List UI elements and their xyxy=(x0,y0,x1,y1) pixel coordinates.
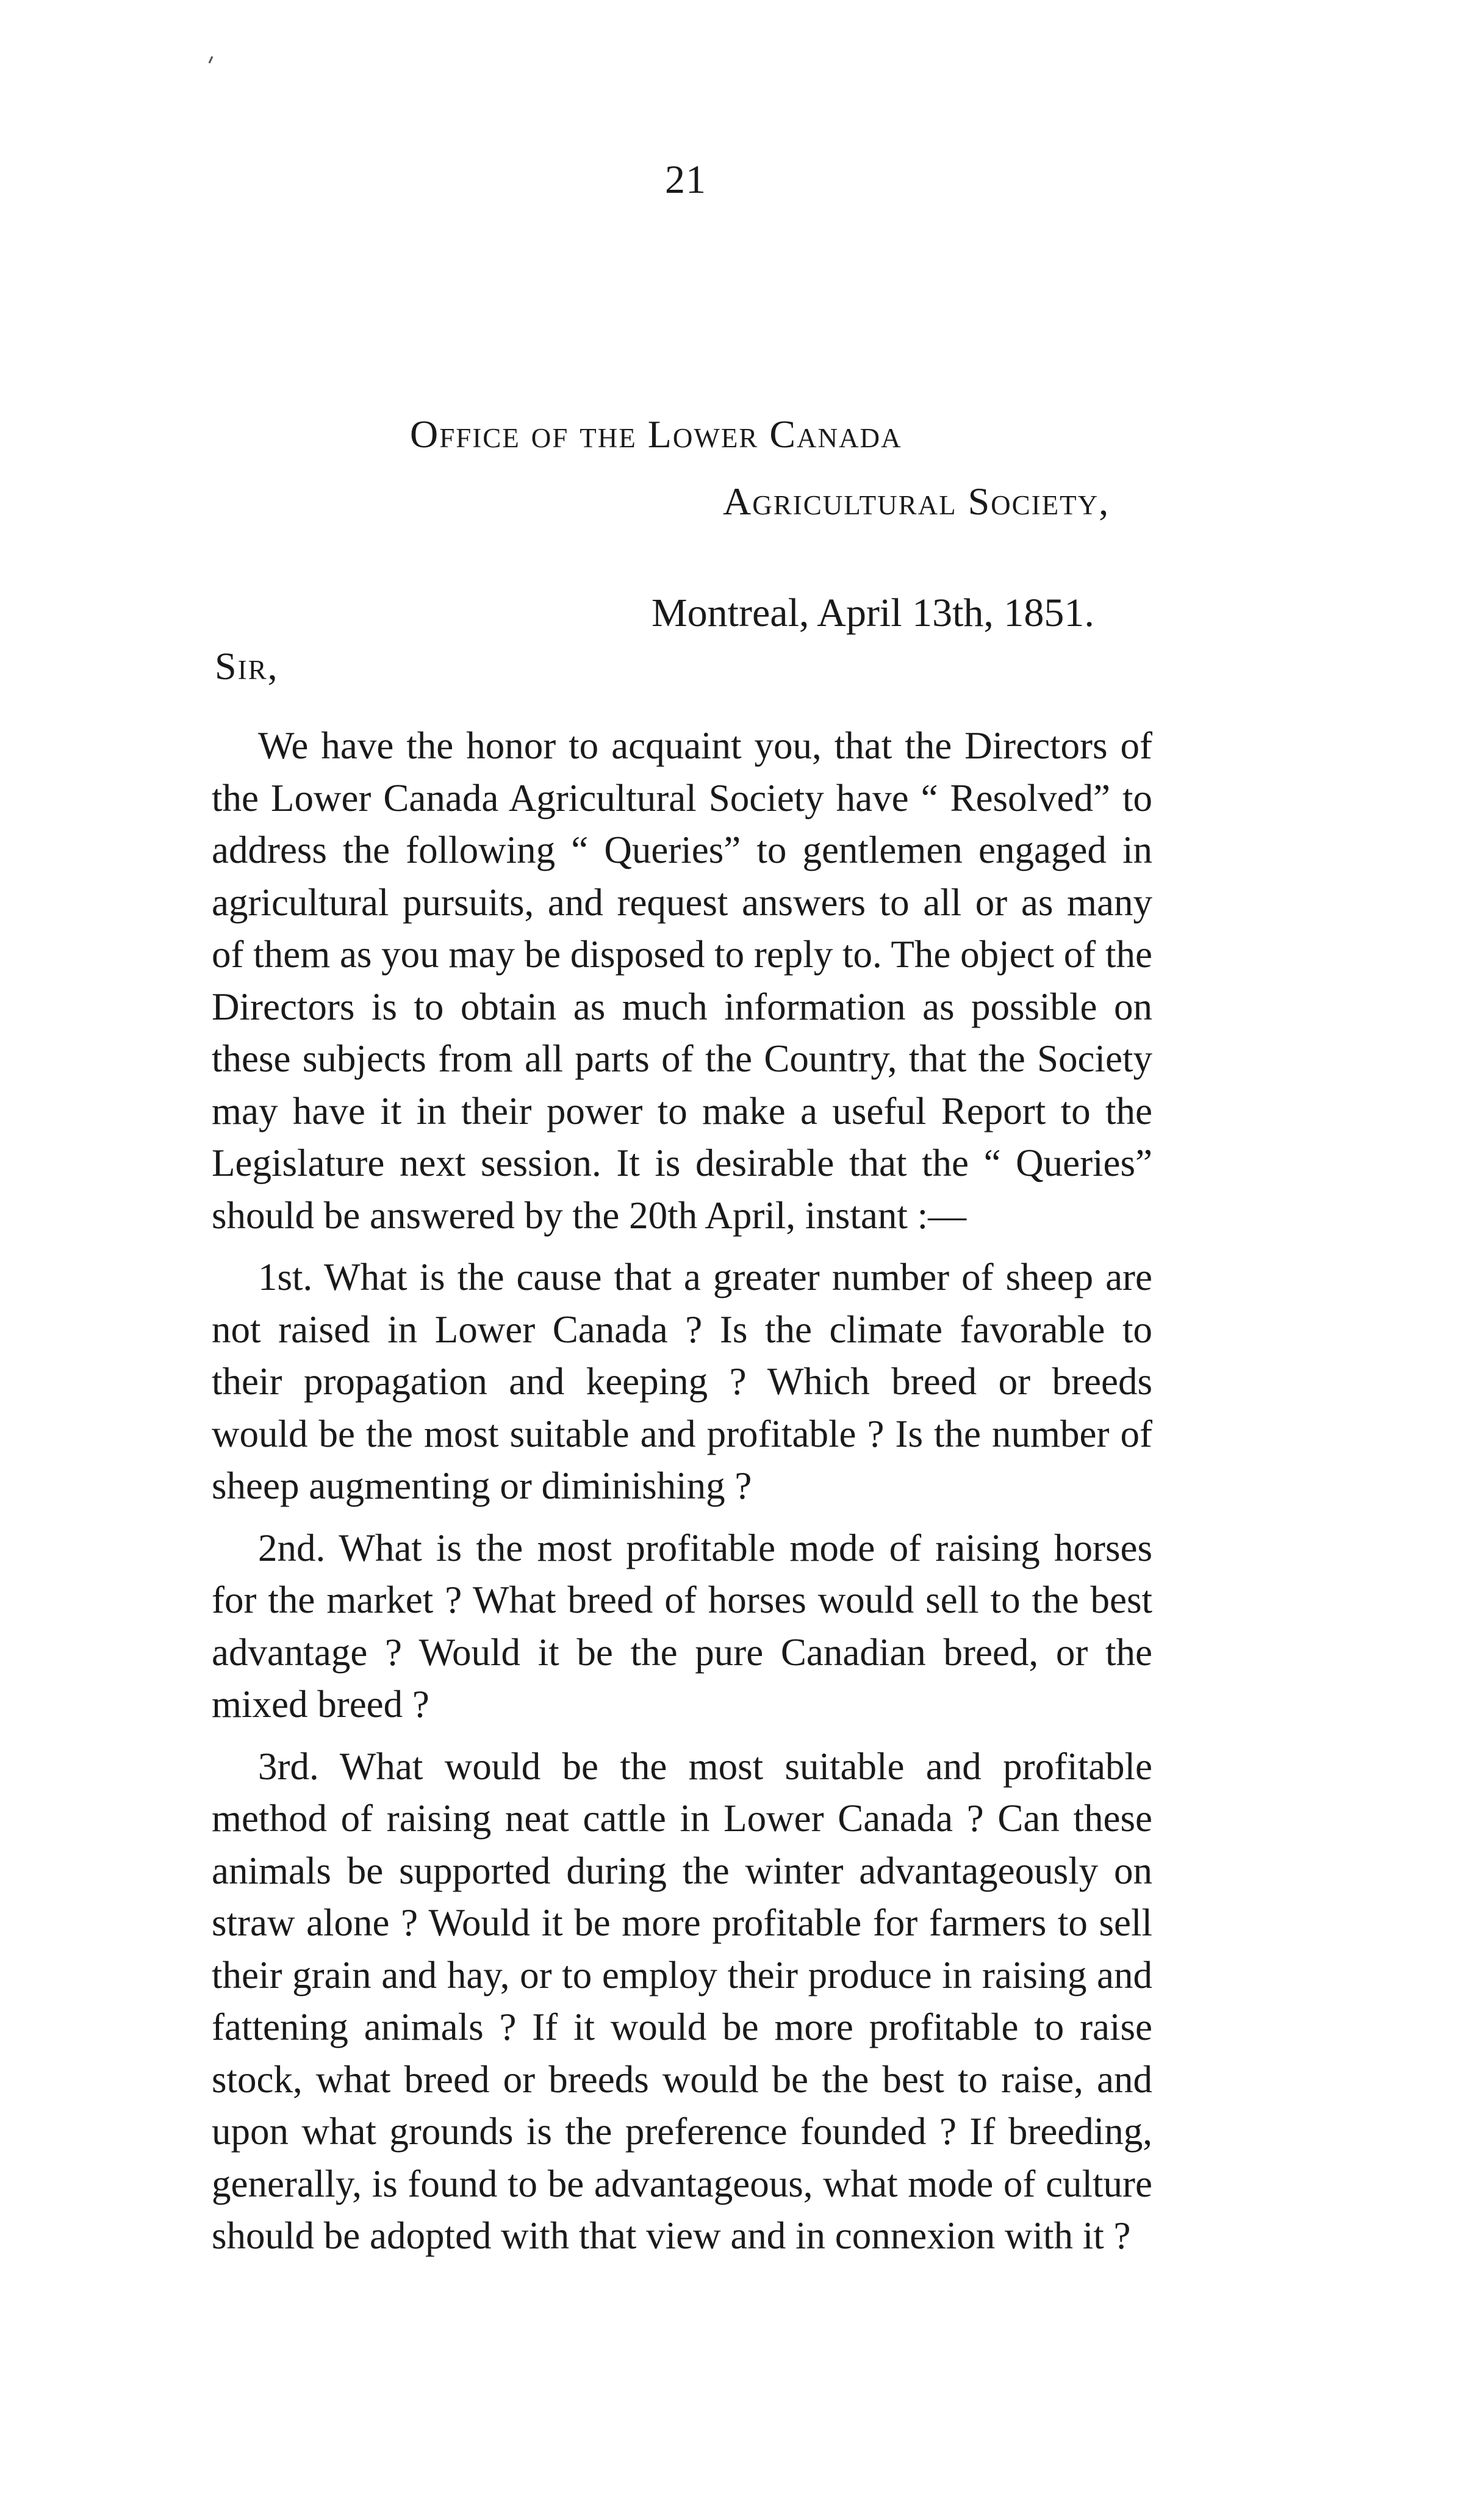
paragraph-query-1: 1st. What is the cause that a greater number of sheep are not raised in Lower Canada ? Is the climate favorable to their propagation and keeping ? Which breed or breeds would be the most suitable and profitable ? Is the number of sheep augmenting or diminishing ? xyxy=(212,1256,1152,1507)
stray-ink-mark xyxy=(209,56,214,63)
dateline: Montreal, April 13th, 1851. xyxy=(652,591,1094,635)
page-number: 21 xyxy=(665,157,706,202)
office-heading-line-2: Agricultural Society, xyxy=(723,480,1110,523)
paragraph-query-3: 3rd. What would be the most suitable and profitable method of raising neat cattle in Lower Canada ? Can these animals be supported during the winter advantageously on straw alone ? Would it be more profitable for farmers to sell their grain and hay, or to employ their produce in raising and fattening animals ? If it would be more profitable to raise stock, what breed or breeds would be the best to raise, and upon what grounds is the preference founded ? If breeding, generally, is found to be advantageous, what mode of culture should be adopted with that view and in connexion with it ? xyxy=(212,1744,1152,2257)
letter-body xyxy=(212,720,1152,2263)
paragraph-intro: We have the honor to acquaint you, that the Directors of the Lower Canada Agricultural Society have “ Resolved” to address the following “ Queries” to gentlemen engaged in agricultural pursuits, and request answers to all or as many of them as you may be disposed to reply to. The object of the Directors is to obtain as much information as possible on these subjects from all parts of the Country, that the Society may have it in their power to make a useful Report to the Legislature next session. It is desirable that the “ Queries” should be answered by the 20th April, instant :— xyxy=(212,724,1152,1237)
salutation: Sir, xyxy=(215,644,279,688)
office-heading-line-1: Office of the Lower Canada xyxy=(410,412,902,456)
paragraph-query-2: 2nd. What is the most profitable mode of raising horses for the market ? What breed of horses would sell to the best advantage ? Would it be the pure Canadian breed, or the mixed breed ? xyxy=(212,1526,1152,1726)
